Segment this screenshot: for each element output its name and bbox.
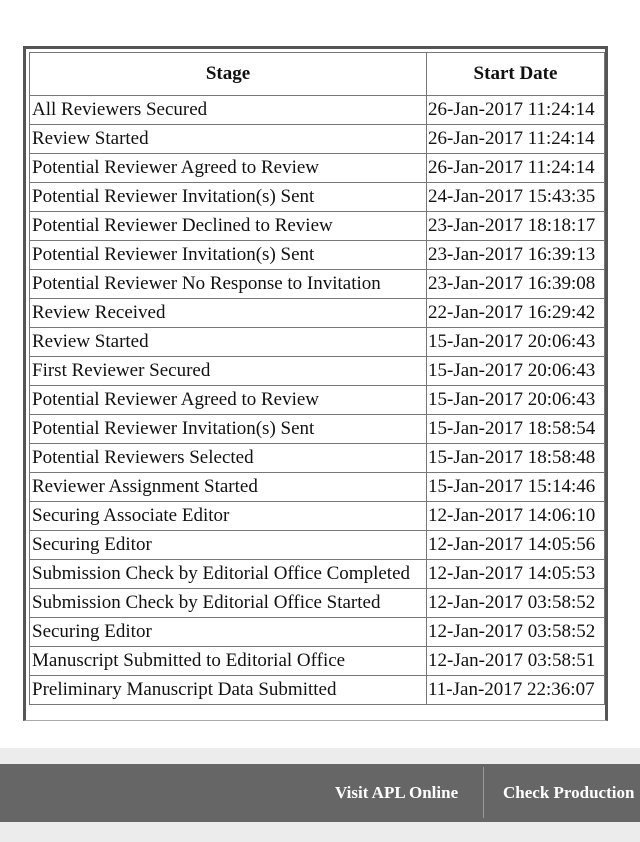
table-row <box>30 444 605 473</box>
manuscript-history-panel <box>23 46 608 721</box>
start-date-cell: 23-Jan-2017 16:39:13 <box>427 241 605 270</box>
table-row <box>30 96 605 125</box>
stage-cell: Potential Reviewer Declined to Review <box>30 212 427 241</box>
start-date-cell: 23-Jan-2017 18:18:17 <box>427 212 605 241</box>
stage-cell: Potential Reviewers Selected <box>30 444 427 473</box>
stage-cell: Preliminary Manuscript Data Submitted <box>30 676 427 705</box>
table-row <box>30 560 605 589</box>
table-row <box>30 386 605 415</box>
footer-spacer-top <box>0 748 640 764</box>
stage-cell: Manuscript Submitted to Editorial Office <box>30 647 427 676</box>
stage-cell: Review Received <box>30 299 427 328</box>
start-date-cell: 26-Jan-2017 11:24:14 <box>427 154 605 183</box>
start-date-cell: 15-Jan-2017 15:14:46 <box>427 473 605 502</box>
start-date-cell: 12-Jan-2017 14:05:53 <box>427 560 605 589</box>
table-row <box>30 473 605 502</box>
visit-apl-online-link[interactable]: Visit APL Online <box>335 783 459 802</box>
stage-cell: Review Started <box>30 328 427 357</box>
table-body <box>30 96 605 705</box>
stage-cell: First Reviewer Secured <box>30 357 427 386</box>
start-date-cell: 23-Jan-2017 16:39:08 <box>427 270 605 299</box>
table-row <box>30 647 605 676</box>
stage-cell: Potential Reviewer Invitation(s) Sent <box>30 241 427 270</box>
table-row <box>30 154 605 183</box>
table-row <box>30 618 605 647</box>
start-date-cell: 26-Jan-2017 11:24:14 <box>427 96 605 125</box>
footer-bar <box>0 764 640 822</box>
stage-cell: Potential Reviewer Invitation(s) Sent <box>30 415 427 444</box>
footer-spacer-bottom <box>0 822 640 842</box>
table-row <box>30 328 605 357</box>
start-date-cell: 12-Jan-2017 14:05:56 <box>427 531 605 560</box>
start-date-cell: 24-Jan-2017 15:43:35 <box>427 183 605 212</box>
manuscript-history-table <box>29 52 605 705</box>
start-date-column-header: Start Date <box>427 53 605 96</box>
start-date-cell: 15-Jan-2017 20:06:43 <box>427 357 605 386</box>
table-row <box>30 589 605 618</box>
table-row <box>30 357 605 386</box>
check-production-link[interactable]: Check Production <box>503 783 635 802</box>
start-date-cell: 15-Jan-2017 20:06:43 <box>427 386 605 415</box>
table-row <box>30 415 605 444</box>
table-row <box>30 241 605 270</box>
stage-cell: Potential Reviewer Invitation(s) Sent <box>30 183 427 212</box>
start-date-cell: 12-Jan-2017 03:58:52 <box>427 589 605 618</box>
start-date-cell: 26-Jan-2017 11:24:14 <box>427 125 605 154</box>
table-row <box>30 676 605 705</box>
stage-cell: Potential Reviewer Agreed to Review <box>30 154 427 183</box>
table-row <box>30 502 605 531</box>
stage-cell: Potential Reviewer No Response to Invitation <box>30 270 427 299</box>
start-date-cell: 12-Jan-2017 03:58:52 <box>427 618 605 647</box>
table-row <box>30 183 605 212</box>
stage-cell: Securing Editor <box>30 531 427 560</box>
stage-cell: Reviewer Assignment Started <box>30 473 427 502</box>
start-date-cell: 12-Jan-2017 14:06:10 <box>427 502 605 531</box>
stage-cell: Securing Editor <box>30 618 427 647</box>
start-date-cell: 11-Jan-2017 22:36:07 <box>427 676 605 705</box>
stage-cell: Securing Associate Editor <box>30 502 427 531</box>
table-row <box>30 212 605 241</box>
stage-column-header: Stage <box>30 53 427 96</box>
table-row <box>30 531 605 560</box>
start-date-cell: 15-Jan-2017 18:58:48 <box>427 444 605 473</box>
table-row <box>30 299 605 328</box>
table-row <box>30 125 605 154</box>
start-date-cell: 12-Jan-2017 03:58:51 <box>427 647 605 676</box>
start-date-cell: 15-Jan-2017 18:58:54 <box>427 415 605 444</box>
start-date-cell: 22-Jan-2017 16:29:42 <box>427 299 605 328</box>
stage-cell: Submission Check by Editorial Office Started <box>30 589 427 618</box>
table-header-row <box>30 53 605 96</box>
footer-divider <box>483 767 484 818</box>
stage-cell: Review Started <box>30 125 427 154</box>
stage-cell: Submission Check by Editorial Office Completed <box>30 560 427 589</box>
stage-cell: All Reviewers Secured <box>30 96 427 125</box>
table-row <box>30 270 605 299</box>
stage-cell: Potential Reviewer Agreed to Review <box>30 386 427 415</box>
start-date-cell: 15-Jan-2017 20:06:43 <box>427 328 605 357</box>
